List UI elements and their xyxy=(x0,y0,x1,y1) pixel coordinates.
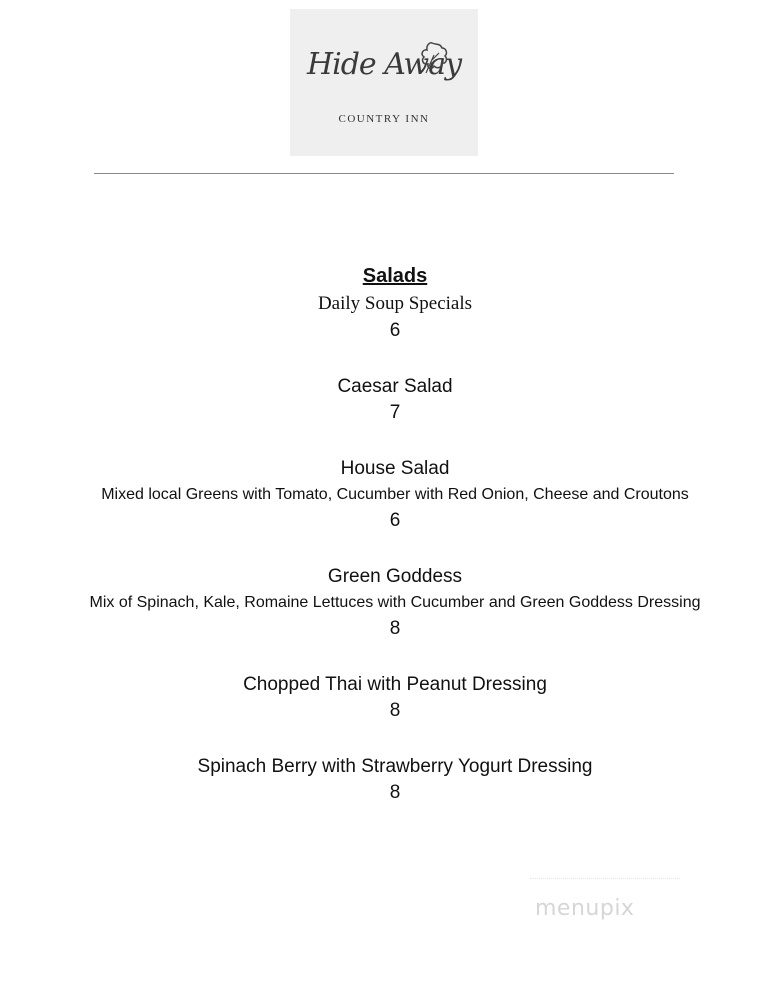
watermark-decoration xyxy=(530,878,680,885)
menu-item-price: 8 xyxy=(389,618,401,639)
menu-item-price: 6 xyxy=(389,320,401,341)
menu-item-price: 6 xyxy=(389,510,401,531)
menu-item-price: 8 xyxy=(389,782,401,803)
logo-subtitle: COUNTRY INN xyxy=(338,113,430,125)
menu-section xyxy=(0,262,768,806)
inn-logo xyxy=(290,9,478,156)
menu-item xyxy=(0,374,768,426)
menu-item xyxy=(0,672,768,724)
menu-item xyxy=(0,754,768,806)
menu-item-name: Spinach Berry with Strawberry Yogurt Dressing xyxy=(197,756,593,777)
header-divider xyxy=(94,173,674,174)
logo-script-text: Hide Away xyxy=(306,47,462,82)
menu-item-price: 7 xyxy=(389,402,401,423)
menu-item-name: House Salad xyxy=(340,458,450,479)
menu-item-description: Mixed local Greens with Tomato, Cucumber with Red Onion, Cheese and Croutons xyxy=(101,486,689,503)
section-title: Salads xyxy=(362,265,428,287)
menu-item-name: Daily Soup Specials xyxy=(317,293,473,314)
menu-item-name: Caesar Salad xyxy=(337,376,453,397)
menu-item-name: Chopped Thai with Peanut Dressing xyxy=(243,674,547,695)
menu-item-price: 8 xyxy=(389,700,401,721)
menu-item xyxy=(0,564,768,642)
watermark: menupix xyxy=(535,896,635,921)
oak-leaf-icon xyxy=(412,39,452,79)
menu-item-description: Mix of Spinach, Kale, Romaine Lettuces with Cucumber and Green Goddess Dressing xyxy=(89,594,701,611)
menu-item xyxy=(0,290,768,344)
menu-item xyxy=(0,456,768,534)
menu-item-name: Green Goddess xyxy=(327,566,463,587)
